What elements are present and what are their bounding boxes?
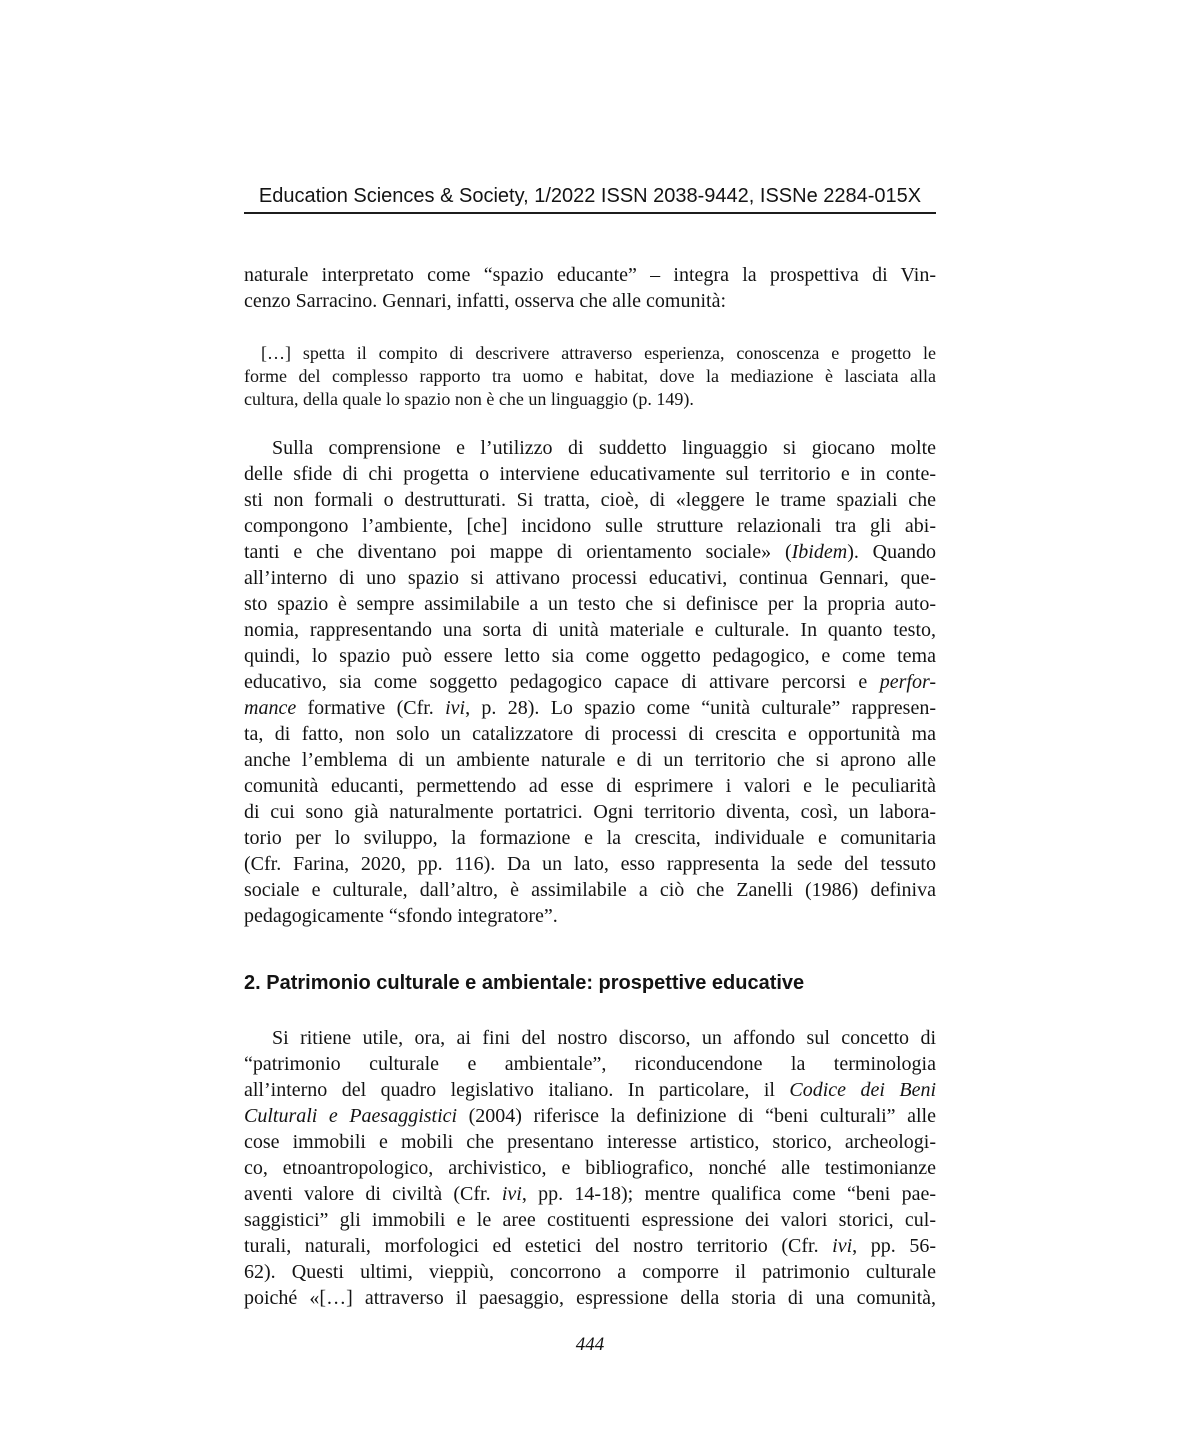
paragraph	[244, 1025, 936, 1311]
text-line: quindi, lo spazio può essere letto sia come oggetto pedagogico, e come tema	[244, 645, 936, 667]
page-number: 444	[575, 1334, 605, 1355]
text-line: aventi valore di civiltà (Cfr. ivi, pp. 14-18); mentre qualifica come “beni pae-	[244, 1183, 936, 1205]
text-line: poiché «[…] attraverso il paesaggio, espressione della storia di una comunità,	[244, 1287, 936, 1309]
text-line: di cui sono già naturalmente portatrici. Ogni territorio diventa, così, un labora-	[244, 801, 936, 823]
journal-header: Education Sciences & Society, 1/2022 ISSN 2038-9442, ISSNe 2284-015X	[244, 184, 936, 214]
text-line: saggistici” gli immobili e le aree costituenti espressione dei valori storici, cul-	[244, 1209, 936, 1231]
text-line: compongono l’ambiente, [che] incidono sulle strutture relazionali tra gli abi-	[244, 515, 936, 537]
text-line: Sulla comprensione e l’utilizzo di suddetto linguaggio si giocano molte	[272, 437, 936, 459]
text-line: all’interno di uno spazio si attivano processi educativi, continua Gennari, que-	[244, 567, 936, 589]
text-line: sto spazio è sempre assimilabile a un testo che si definisce per la propria auto-	[244, 593, 936, 615]
paragraph	[244, 262, 936, 314]
text-line: all’interno del quadro legislativo italiano. In particolare, il Codice dei Beni	[244, 1079, 937, 1101]
text-line: educativo, sia come soggetto pedagogico capace di attivare percorsi e perfor-	[244, 671, 936, 693]
text-line: ta, di fatto, non solo un catalizzatore di processi di crescita e opportunità ma	[244, 723, 936, 745]
text-line: cultura, della quale lo spazio non è che un linguaggio (p. 149).	[244, 389, 694, 409]
text-line: (Cfr. Farina, 2020, pp. 116). Da un lato, esso rappresenta la sede del tessuto	[244, 853, 936, 875]
text-line: mance formative (Cfr. ivi, p. 28). Lo spazio come “unità culturale” rappresen-	[244, 697, 936, 719]
section-heading: 2. Patrimonio culturale e ambientale: prospettive educative	[244, 972, 805, 994]
text-line: anche l’emblema di un ambiente naturale e di un territorio che si aprono alle	[244, 749, 936, 771]
text-line: pedagogicamente “sfondo integratore”.	[244, 905, 558, 927]
text-line: forme del complesso rapporto tra uomo e habitat, dove la mediazione è lasciata alla	[244, 366, 936, 386]
text-line: […] spetta il compito di descrivere attraverso esperienza, conoscenza e progetto le	[261, 343, 936, 363]
text-line: torio per lo sviluppo, la formazione e la crescita, individuale e comunitaria	[244, 827, 936, 849]
text-line: naturale interpretato come “spazio educante” – integra la prospettiva di Vin-	[244, 264, 936, 286]
text-line: cose immobili e mobili che presentano interesse artistico, storico, archeologi-	[244, 1131, 936, 1153]
text-line: Si ritiene utile, ora, ai fini del nostro discorso, un affondo sul concetto di	[272, 1027, 936, 1049]
text-line: 62). Questi ultimi, vieppiù, concorrono a comporre il patrimonio culturale	[244, 1261, 936, 1283]
text-line: sociale e culturale, dall’altro, è assimilabile a ciò che Zanelli (1986) definiva	[244, 879, 936, 901]
text-line: nomia, rappresentando una sorta di unità materiale e culturale. In quanto testo,	[244, 619, 936, 641]
text-line: tanti e che diventano poi mappe di orientamento sociale» (Ibidem). Quando	[244, 541, 936, 563]
text-line: Culturali e Paesaggistici (2004) riferisce la definizione di “beni culturali” alle	[244, 1105, 936, 1127]
text-line: delle sfide di chi progetta o interviene educativamente sul territorio e in conte-	[244, 463, 936, 485]
text-line: sti non formali o destrutturati. Si tratta, cioè, di «leggere le trame spaziali che	[244, 489, 936, 511]
paragraph	[244, 435, 936, 929]
block-quote	[244, 342, 936, 411]
page-body	[244, 262, 936, 1311]
text-line: comunità educanti, permettendo ad esse di esprimere i valori e le peculiarità	[244, 775, 936, 797]
text-line: co, etnoantropologico, archivistico, e bibliografico, nonché alle testimonianze	[244, 1157, 936, 1179]
text-line: cenzo Sarracino. Gennari, infatti, osserva che alle comunità:	[244, 290, 727, 312]
text-line: turali, naturali, morfologici ed estetici del nostro territorio (Cfr. ivi, pp. 56-	[244, 1235, 936, 1257]
text-line: “patrimonio culturale e ambientale”, riconducendone la terminologia	[244, 1053, 936, 1075]
